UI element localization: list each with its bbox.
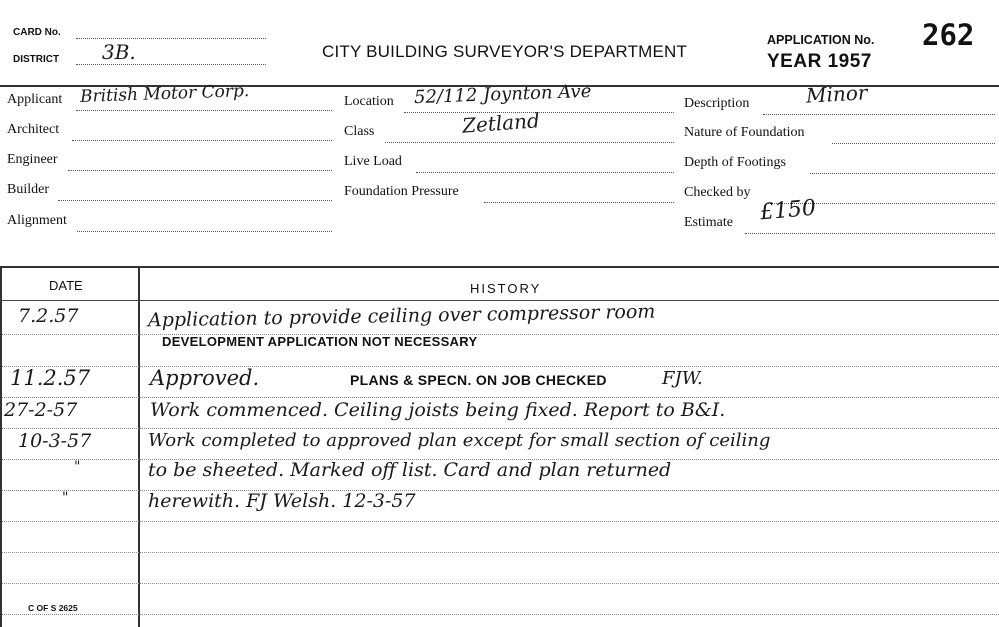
location-label: Location (344, 94, 394, 109)
year-label: YEAR 1957 (767, 51, 872, 72)
table-left-border (0, 266, 2, 627)
plans-checked-stamp: PLANS & SPECN. ON JOB CHECKED (350, 372, 607, 388)
location-value: 52/112 Joynton Ave (413, 80, 592, 109)
table-row-date: 7.2.57 (18, 305, 79, 327)
table-row-date: 27-2-57 (4, 399, 78, 421)
nature-of-foundation-line (832, 143, 995, 144)
description-value: Minor (805, 80, 868, 108)
builder-line (58, 200, 332, 201)
table-row-text: Work completed to approved plan except for small section of ceiling (148, 430, 771, 451)
estimate-label: Estimate (684, 215, 733, 230)
table-row-text: Application to provide ceiling over compressor room (147, 300, 656, 332)
initials: FJW. (662, 368, 703, 389)
development-stamp: DEVELOPMENT APPLICATION NOT NECESSARY (162, 334, 478, 349)
foundation-pressure-line (484, 202, 674, 203)
table-top-rule (0, 266, 999, 268)
alignment-label: Alignment (7, 213, 67, 228)
live-load-line (416, 172, 674, 173)
depth-of-footings-line (810, 173, 995, 174)
date-header: DATE (49, 278, 83, 293)
applicant-value: British Motor Corp. (79, 81, 250, 107)
engineer-label: Engineer (7, 152, 58, 167)
table-row-date: 10-3-57 (18, 430, 92, 452)
table-row-text: Approved. (150, 366, 260, 390)
table-row-text: herewith. FJ Welsh. 12-3-57 (148, 490, 416, 512)
foundation-pressure-label: Foundation Pressure (344, 184, 459, 199)
table-row-text: to be sheeted. Marked off list. Card and plan returned (148, 459, 672, 481)
district-label: DISTRICT (13, 54, 60, 65)
table-header-rule (0, 300, 999, 301)
engineer-line (68, 170, 332, 171)
application-no-value: 262 (922, 18, 975, 52)
class-line (385, 142, 674, 143)
application-no-label: APPLICATION No. (767, 33, 875, 47)
description-line (763, 114, 995, 115)
alignment-line (77, 231, 332, 232)
estimate-line (745, 233, 995, 234)
form-code: C OF S 2625 (28, 603, 78, 613)
nature-of-foundation-label: Nature of Foundation (684, 125, 805, 140)
card-no-line (76, 38, 266, 39)
checked-by-label: Checked by (684, 185, 751, 200)
district-line (76, 64, 266, 65)
department-title: CITY BUILDING SURVEYOR'S DEPARTMENT (322, 42, 688, 61)
description-label: Description (684, 96, 750, 111)
architect-label: Architect (7, 122, 60, 137)
history-header: HISTORY (470, 281, 542, 296)
table-row-text: Work commenced. Ceiling joists being fixed. Report to B&I. (150, 399, 726, 421)
card-no-label: CARD No. (13, 27, 61, 38)
architect-line (72, 140, 332, 141)
live-load-label: Live Load (344, 154, 402, 169)
table-row-date: " (62, 490, 69, 506)
applicant-line (76, 110, 332, 111)
date-column-divider (138, 266, 140, 627)
class-value: Zetland (461, 108, 541, 138)
class-label: Class (344, 124, 375, 139)
applicant-label: Applicant (7, 92, 63, 107)
table-row-date: 11.2.57 (10, 366, 91, 390)
table-row-date: " (74, 459, 81, 475)
district-value: 3B. (102, 40, 136, 64)
builder-label: Builder (7, 182, 49, 197)
estimate-value: £150 (759, 195, 817, 226)
depth-of-footings-label: Depth of Footings (684, 155, 786, 170)
